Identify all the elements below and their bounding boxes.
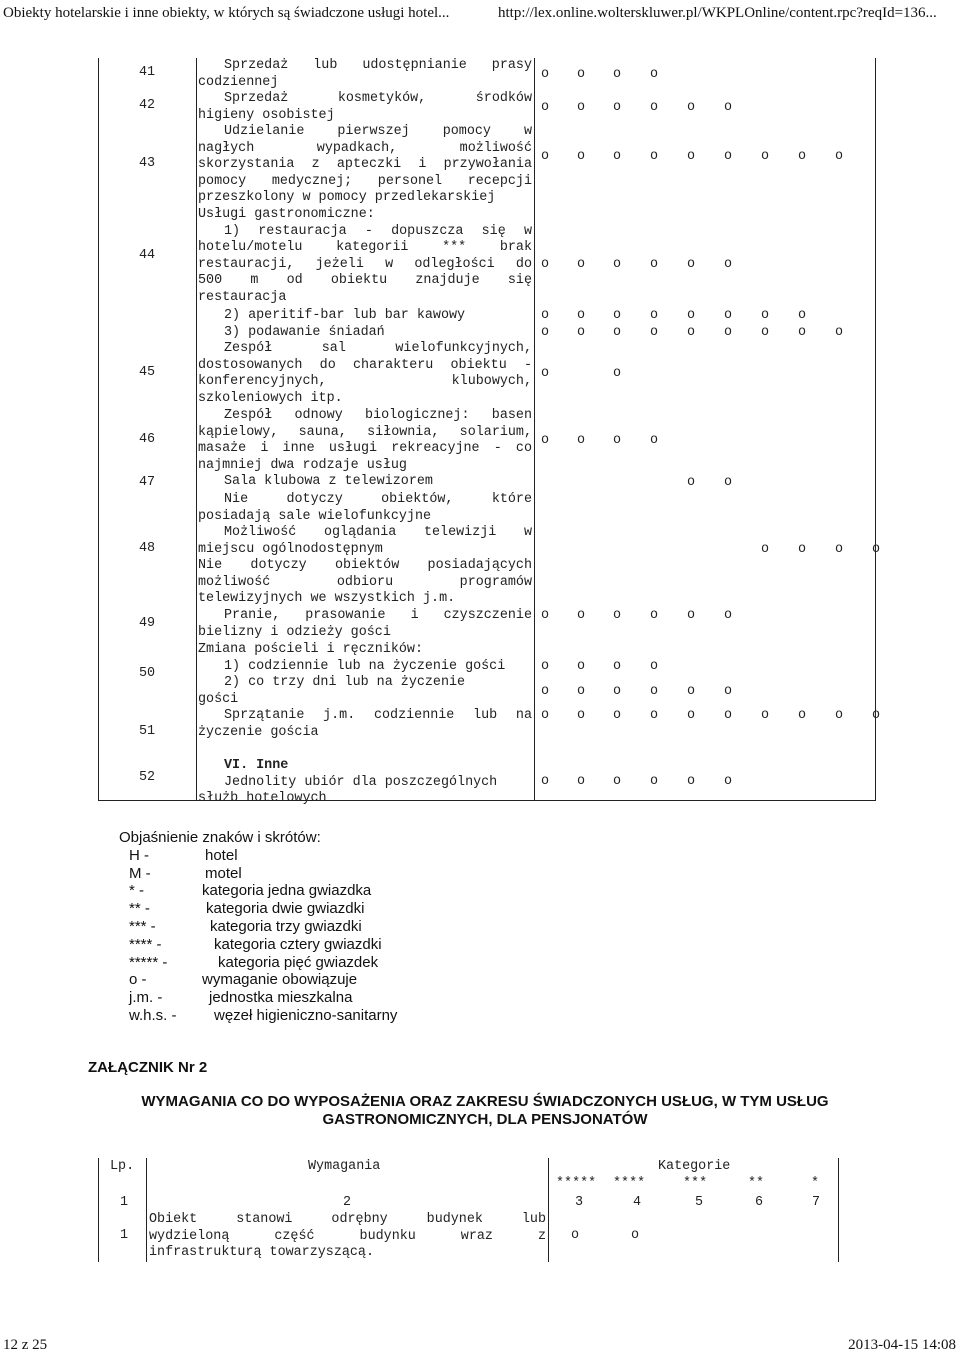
legend-meaning: kategoria dwie gwiazdki <box>206 900 365 918</box>
legend-symbol: j.m. - <box>129 989 163 1007</box>
row-description-line: higieny osobistej <box>198 107 335 123</box>
legend-meaning: kategoria cztery gwiazdki <box>214 935 382 953</box>
header-star-category: * <box>811 1176 820 1191</box>
requirement-mark: o <box>576 149 586 164</box>
requirement-mark: o <box>723 149 733 164</box>
row-description-line: Usługi gastronomiczne: <box>198 207 375 222</box>
category-marks <box>533 325 876 341</box>
row-description-line: skorzystania z apteczki i przywołania <box>198 157 532 172</box>
legend-meaning: hotel <box>205 846 238 864</box>
requirement-mark: o <box>612 774 622 789</box>
legend-title: Objaśnienie znaków i skrótów: <box>119 829 321 846</box>
row-description-line: restauracji, jeżeli w odległości do <box>198 256 532 272</box>
row-description <box>198 642 532 708</box>
table-row <box>98 124 876 207</box>
table-border <box>838 1158 839 1262</box>
requirement-mark: o <box>576 774 586 789</box>
legend-meaning: kategoria jedna gwiazdka <box>202 882 372 900</box>
requirement-mark: o <box>723 257 733 272</box>
row-description-line: Zespół odnowy biologicznej: basen <box>224 408 532 423</box>
row-description-line: posiadają sale wielofunkcyjne <box>198 508 432 524</box>
requirement-mark: o <box>760 308 770 323</box>
row-description <box>198 58 532 91</box>
table-row <box>98 408 876 474</box>
annex-subtitle-line-1: WYMAGANIA CO DO WYPOSAŻENIA ORAZ ZAKRESU ŚWIADCZONYCH USŁUG, W TYM USŁUG <box>141 1093 829 1110</box>
row-number: 49 <box>138 615 156 631</box>
legend-symbol: ***** - <box>129 953 168 971</box>
legend-meaning: wymaganie obowiązuje <box>202 971 358 989</box>
requirements-table-pensions <box>98 1158 839 1262</box>
requirement-mark: o <box>576 67 586 82</box>
legend-symbol: o - <box>129 971 147 989</box>
requirement-mark: o <box>540 325 550 340</box>
table-border <box>875 58 876 800</box>
row-description-line: Sala klubowa z telewizorem <box>224 474 433 489</box>
column-number: 1 <box>120 1195 129 1210</box>
requirement-mark: o <box>649 433 659 448</box>
requirement-mark: o <box>540 659 550 674</box>
row-description-line: Nie dotyczy obiektów, które <box>224 492 532 507</box>
requirement-mark: o <box>686 308 696 323</box>
row-description-line: Możliwość oglądania telewizji w <box>224 525 532 540</box>
row-number: 1 <box>120 1228 129 1243</box>
category-marks <box>533 257 876 273</box>
category-marks <box>533 67 876 83</box>
requirement-mark: o <box>649 149 659 164</box>
requirement-mark: o <box>871 542 881 557</box>
requirement-mark: o <box>797 149 807 164</box>
row-description-line: możliwość odbioru programów <box>198 574 532 590</box>
row-description-line: kąpielowy, sauna, siłownia, solarium, <box>198 424 532 440</box>
requirement-mark: o <box>540 608 550 623</box>
table-border <box>196 58 197 800</box>
table-row <box>98 207 876 308</box>
requirement-mark: o <box>612 325 622 340</box>
requirement-mark: o <box>686 774 696 789</box>
legend-meaning: kategoria trzy gwiazdki <box>210 917 362 935</box>
row-number: 41 <box>138 65 156 81</box>
requirement-mark: o <box>686 149 696 164</box>
requirement-mark: o <box>576 325 586 340</box>
requirement-mark: o <box>834 149 844 164</box>
column-number: 2 <box>343 1195 352 1210</box>
requirement-mark: o <box>576 100 586 115</box>
row-description-line: wydzieloną część budynku wraz z <box>149 1228 546 1244</box>
column-number: 5 <box>695 1195 704 1210</box>
table-border <box>534 58 535 800</box>
row-description-line: 1) codziennie lub na życzenie gości <box>224 658 506 674</box>
legend-meaning: motel <box>205 864 242 882</box>
legend-symbol: w.h.s. - <box>129 1006 177 1024</box>
header-star-category: ***** <box>556 1176 597 1191</box>
row-description <box>198 492 532 608</box>
table-row <box>98 308 876 325</box>
requirement-mark: o <box>649 257 659 272</box>
requirement-mark: o <box>760 325 770 340</box>
row-description-line: 1) restauracja - dopuszcza się w <box>224 223 532 239</box>
requirement-mark: o <box>612 684 622 699</box>
row-description-line: bielizny i odzieży gości <box>198 624 391 640</box>
requirement-mark: o <box>612 308 622 323</box>
requirement-mark: o <box>576 308 586 323</box>
row-number: 42 <box>138 98 156 114</box>
requirement-mark: o <box>723 774 733 789</box>
requirement-mark: o <box>760 542 770 557</box>
row-description-line: przeszkolony w pomocy przedlekarskiej <box>198 190 496 205</box>
column-number: 6 <box>755 1195 764 1210</box>
category-marks <box>533 308 876 324</box>
requirement-mark: o <box>723 708 733 723</box>
row-number: 45 <box>138 365 156 381</box>
legend-symbol: H - <box>129 846 149 864</box>
requirement-mark: o <box>576 608 586 623</box>
requirement-mark: o <box>834 708 844 723</box>
requirement-mark: o <box>797 542 807 557</box>
annex-title: ZAŁĄCZNIK Nr 2 <box>88 1059 208 1076</box>
requirement-mark: o <box>723 100 733 115</box>
requirement-mark: o <box>649 100 659 115</box>
table-row <box>98 341 876 408</box>
requirement-mark: o <box>797 308 807 323</box>
row-description-line: Pranie, prasowanie i czyszczenie <box>224 608 532 623</box>
header-categories: Kategorie <box>658 1159 731 1174</box>
header-star-category: ** <box>748 1176 765 1191</box>
legend-meaning: węzeł higieniczno-sanitarny <box>214 1006 398 1024</box>
row-description-line: życzenie gościa <box>198 724 319 740</box>
legend-items <box>119 846 398 1025</box>
row-description-line: gości <box>198 691 239 707</box>
requirement-mark: o <box>576 684 586 699</box>
table-row <box>98 758 876 806</box>
row-description <box>198 474 532 491</box>
requirement-mark: o <box>612 608 622 623</box>
row-description-line: dostosowanych do charakteru obiektu - <box>198 357 532 373</box>
row-description-line: restauracja <box>198 289 287 305</box>
row-description-line: 2) co trzy dni lub na życzenie <box>224 675 466 690</box>
row-description-line: Sprzedaż lub udostępnianie prasy <box>224 58 532 73</box>
row-description-line: pomocy medycznej; personel recepcji <box>198 173 532 189</box>
row-description-line: miejscu ogólnodostępnym <box>198 541 383 557</box>
legend-item <box>119 953 379 972</box>
requirement-mark: o <box>834 325 844 340</box>
requirement-mark: o <box>797 325 807 340</box>
requirement-mark: o <box>797 708 807 723</box>
table-row <box>98 325 876 341</box>
table-row <box>98 492 881 608</box>
row-description-line: hotelu/motelu kategorii *** brak <box>198 240 532 255</box>
category-marks <box>533 774 876 790</box>
table-row <box>98 58 876 91</box>
legend-symbol: * - <box>129 882 144 900</box>
requirement-mark: o <box>649 708 659 723</box>
requirement-mark: o <box>723 684 733 699</box>
annex-subtitle <box>60 1093 910 1129</box>
category-marks <box>533 149 876 165</box>
column-number: 4 <box>633 1195 642 1210</box>
requirement-mark: o <box>649 308 659 323</box>
row-description-line: 3) podawanie śniadań <box>224 325 385 340</box>
legend-item <box>119 935 382 954</box>
requirement-mark: o <box>612 433 622 448</box>
header-lp: Lp. <box>110 1159 135 1174</box>
requirement-mark: o <box>834 542 844 557</box>
row-description-line: konferencyjnych, klubowych, <box>198 374 532 389</box>
requirement-mark: o <box>540 708 550 723</box>
requirement-mark: o <box>686 684 696 699</box>
row-description <box>198 608 532 641</box>
footer-page-number: 12 z 25 <box>3 1337 48 1353</box>
row-description-line: Zespół sal wielofunkcyjnych, <box>224 341 532 356</box>
row-number: 52 <box>138 769 156 785</box>
legend-symbol: M - <box>129 864 151 882</box>
column-number: 3 <box>575 1195 584 1210</box>
row-description-line: telewizyjnych we wszystkich j.m. <box>198 591 456 606</box>
requirement-mark: o <box>871 708 881 723</box>
row-description-line: Sprzedaż kosmetyków, środków <box>224 91 532 106</box>
table-row <box>98 474 876 492</box>
requirement-mark: o <box>612 100 622 115</box>
table-border <box>548 1158 549 1262</box>
browser-print-header <box>0 0 960 30</box>
row-description-line: 2) aperitif-bar lub bar kawowy <box>224 308 466 323</box>
requirement-mark: o <box>649 684 659 699</box>
header-star-category: **** <box>613 1176 646 1191</box>
requirement-mark: o <box>686 608 696 623</box>
requirement-mark: o <box>686 325 696 340</box>
requirements-table-hotels <box>98 58 881 806</box>
requirement-mark: o <box>686 475 696 490</box>
row-description <box>198 207 532 306</box>
row-description <box>198 325 532 342</box>
category-marks <box>533 433 876 449</box>
row-description <box>198 408 532 474</box>
category-marks <box>533 542 881 558</box>
requirement-mark: o <box>540 366 550 381</box>
table-row <box>98 642 876 708</box>
legend-item <box>119 900 365 918</box>
row-description <box>198 341 532 407</box>
row-description-line: Sprzątanie j.m. codziennie lub na <box>224 708 532 723</box>
legend-symbol: *** - <box>129 917 156 935</box>
row-number: 44 <box>138 248 156 264</box>
row-description <box>198 91 532 124</box>
requirement-mark: o <box>612 257 622 272</box>
row-description-line: Zmiana pościeli i ręczników: <box>198 642 423 657</box>
requirement-mark: o <box>576 433 586 448</box>
requirement-mark: o <box>723 475 733 490</box>
table-row <box>98 608 876 642</box>
legend-item <box>119 971 358 989</box>
row-number: 43 <box>138 156 156 172</box>
row-description <box>198 124 532 207</box>
requirement-mark: o <box>686 100 696 115</box>
category-marks <box>533 475 876 491</box>
browser-print-footer <box>0 1337 960 1357</box>
row-description-line: masaże i inne usługi rekreacyjne - co <box>198 441 532 456</box>
category-marks <box>533 684 876 700</box>
table-border <box>98 58 99 800</box>
requirement-mark: o <box>571 1228 580 1243</box>
requirement-mark: o <box>649 659 659 674</box>
footer-datetime: 2013-04-15 14:08 <box>848 1337 956 1353</box>
table-border <box>98 800 876 801</box>
row-number: 48 <box>138 540 156 556</box>
legend-item <box>119 882 372 900</box>
requirement-mark: o <box>649 325 659 340</box>
row-description-line: Obiekt stanowi odrębny budynek lub <box>149 1212 546 1227</box>
legend-symbol: ** - <box>129 900 150 918</box>
legend-item <box>119 989 353 1007</box>
requirement-mark: o <box>649 774 659 789</box>
row-description-line: infrastrukturą towarzyszącą. <box>149 1245 374 1260</box>
category-marks <box>533 608 876 624</box>
legend-item <box>119 1006 398 1025</box>
header-page-title: Obiekty hotelarskie i inne obiekty, w których są świadczone usługi hotel... <box>3 5 450 21</box>
row-number: 46 <box>138 431 156 447</box>
row-description <box>198 308 532 325</box>
legend-item <box>119 865 321 883</box>
requirement-mark: o <box>760 149 770 164</box>
legend-meaning: kategoria pięć gwiazdek <box>218 953 379 971</box>
legend-item <box>119 847 321 865</box>
requirement-mark: o <box>612 67 622 82</box>
category-marks <box>533 100 876 116</box>
table-border <box>98 1158 99 1262</box>
requirement-mark: o <box>576 659 586 674</box>
requirement-mark: o <box>540 100 550 115</box>
legend-symbol: **** - <box>129 935 162 953</box>
requirement-mark: o <box>576 257 586 272</box>
table-border <box>146 1158 147 1262</box>
row-description <box>198 708 532 741</box>
header-url: http://lex.online.wolterskluwer.pl/WKPLOnline/content.rpc?reqId=136... <box>498 5 937 21</box>
annex-subtitle-line-2: GASTRONOMICZNYCH, DLA PENSJONATÓW <box>322 1111 648 1128</box>
requirement-mark: o <box>686 257 696 272</box>
requirement-mark: o <box>576 708 586 723</box>
requirement-mark: o <box>631 1228 640 1243</box>
row-description-line: nagłych wypadkach, możliwość <box>198 140 532 156</box>
category-marks <box>533 659 876 675</box>
requirement-mark: o <box>540 684 550 699</box>
row-number: 50 <box>138 665 156 681</box>
header-requirements: Wymagania <box>308 1159 381 1174</box>
header-star-category: *** <box>683 1176 708 1191</box>
requirement-mark: o <box>540 257 550 272</box>
category-marks <box>533 366 876 382</box>
requirement-mark: o <box>540 433 550 448</box>
table-row <box>98 91 876 124</box>
legend <box>119 829 398 1025</box>
row-number: 47 <box>138 475 156 490</box>
requirement-mark: o <box>760 708 770 723</box>
row-description-line: VI. Inne <box>224 758 289 773</box>
requirement-mark: o <box>540 67 550 82</box>
requirement-mark: o <box>612 708 622 723</box>
requirement-mark: o <box>540 308 550 323</box>
row-description-line: 500 m od obiektu znajduje się <box>198 273 532 288</box>
requirement-mark: o <box>723 325 733 340</box>
column-number: 7 <box>812 1195 821 1210</box>
requirement-mark: o <box>723 308 733 323</box>
row-description-line: codziennej <box>198 74 279 90</box>
legend-item <box>119 917 362 936</box>
table-row <box>98 708 881 758</box>
row-description-line: służb hotelowych <box>198 791 327 806</box>
requirement-mark: o <box>612 149 622 164</box>
row-number: 51 <box>138 723 156 739</box>
requirement-mark: o <box>649 67 659 82</box>
row-description-line: szkoleniowych itp. <box>198 390 343 406</box>
row-description-line: Jednolity ubiór dla poszczególnych <box>224 774 498 790</box>
row-description-line: najmniej dwa rodzaje usług <box>198 457 407 473</box>
row-description-line: Udzielanie pierwszej pomocy w <box>224 124 532 139</box>
requirement-mark: o <box>612 366 622 381</box>
requirement-mark: o <box>686 708 696 723</box>
requirement-mark: o <box>649 608 659 623</box>
requirement-mark: o <box>723 608 733 623</box>
legend-meaning: jednostka mieszkalna <box>209 989 353 1007</box>
category-marks <box>533 708 881 724</box>
requirement-mark: o <box>540 774 550 789</box>
requirement-mark: o <box>540 149 550 164</box>
requirement-mark: o <box>612 659 622 674</box>
row-description-line: Nie dotyczy obiektów posiadających <box>198 558 532 573</box>
